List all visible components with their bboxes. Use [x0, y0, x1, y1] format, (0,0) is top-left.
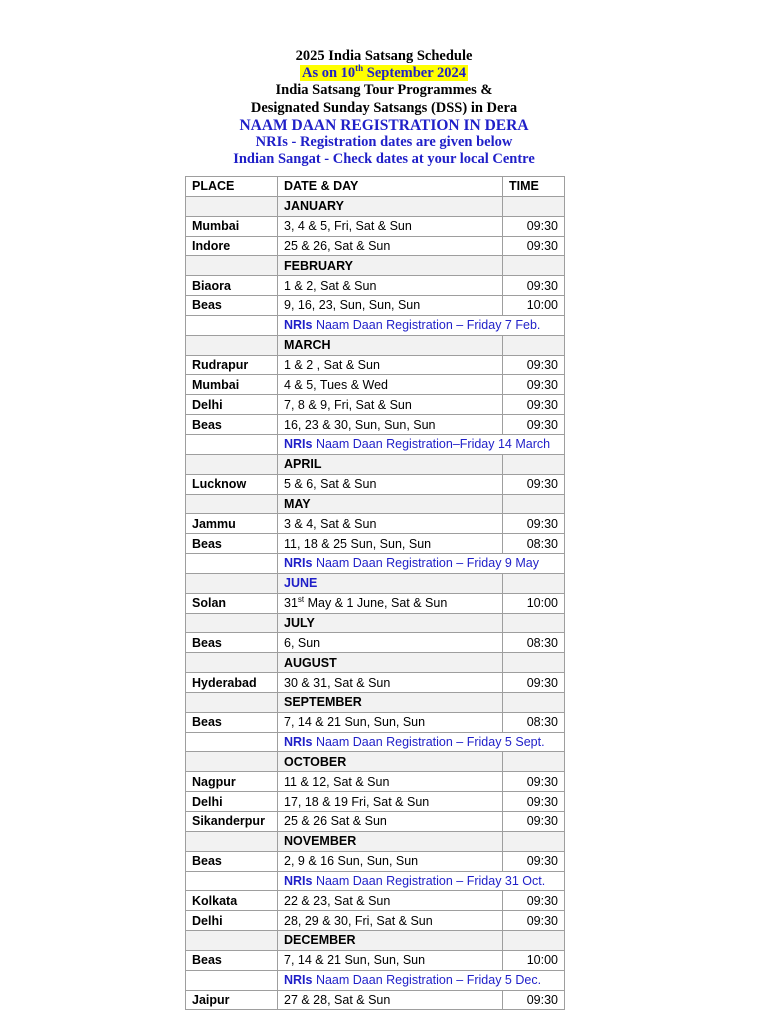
- time-cell: 09:30: [503, 990, 565, 1010]
- nri-registration-row: [186, 732, 565, 752]
- satsang-row: [186, 296, 565, 316]
- nri-label: NRIs: [284, 556, 313, 571]
- date-cell: 1 & 2 , Sat & Sun: [278, 355, 503, 375]
- place-cell: Lucknow: [186, 474, 278, 494]
- month-place-empty: [186, 256, 278, 276]
- month-label: JANUARY: [278, 196, 503, 216]
- satsang-row: [186, 415, 565, 435]
- nri-registration-row: [186, 434, 565, 454]
- time-cell: 09:30: [503, 891, 565, 911]
- month-row: [186, 256, 565, 276]
- nri-registration-text: [278, 732, 565, 752]
- date-cell: 3 & 4, Sat & Sun: [278, 514, 503, 534]
- month-label: SEPTEMBER: [278, 692, 503, 712]
- satsang-row: [186, 395, 565, 415]
- header-place: PLACE: [186, 177, 278, 197]
- schedule-table: [185, 176, 565, 1010]
- nri-label: NRIs: [284, 873, 313, 888]
- date-cell: 7, 14 & 21 Sun, Sun, Sun: [278, 950, 503, 970]
- month-place-empty: [186, 454, 278, 474]
- time-cell: 09:30: [503, 812, 565, 832]
- time-cell: 09:30: [503, 474, 565, 494]
- place-cell: Beas: [186, 712, 278, 732]
- place-cell: Jaipur: [186, 990, 278, 1010]
- date-cell: 25 & 26, Sat & Sun: [278, 236, 503, 256]
- satsang-row: [186, 911, 565, 931]
- month-time-empty: [503, 256, 565, 276]
- nri-label: NRIs: [284, 735, 313, 750]
- schedule-title: 2025 India Satsang Schedule: [295, 48, 473, 64]
- header-date: DATE & DAY: [278, 177, 503, 197]
- place-cell: Delhi: [186, 792, 278, 812]
- time-cell: 10:00: [503, 593, 565, 613]
- place-cell: Beas: [186, 633, 278, 653]
- place-cell: Delhi: [186, 395, 278, 415]
- subtitle-line-1: India Satsang Tour Programmes &: [275, 82, 493, 99]
- month-label: AUGUST: [278, 653, 503, 673]
- satsang-row: [186, 633, 565, 653]
- place-cell: Sikanderpur: [186, 812, 278, 832]
- date-cell: 22 & 23, Sat & Sun: [278, 891, 503, 911]
- date-cell: 6, Sun: [278, 633, 503, 653]
- month-place-empty: [186, 931, 278, 951]
- month-label: MAY: [278, 494, 503, 514]
- time-cell: 09:30: [503, 851, 565, 871]
- month-label: APRIL: [278, 454, 503, 474]
- nri-note: NRIs - Registration dates are given below: [255, 134, 513, 151]
- nri-place-empty: [186, 732, 278, 752]
- month-row: [186, 573, 565, 593]
- date-cell: 16, 23 & 30, Sun, Sun, Sun: [278, 415, 503, 435]
- month-label: MARCH: [278, 335, 503, 355]
- place-cell: Beas: [186, 415, 278, 435]
- satsang-row: [186, 474, 565, 494]
- time-cell: 09:30: [503, 355, 565, 375]
- nri-registration-row: [186, 554, 565, 574]
- nri-place-empty: [186, 315, 278, 335]
- time-cell: 08:30: [503, 534, 565, 554]
- month-row: [186, 613, 565, 633]
- nri-registration-row: [186, 871, 565, 891]
- satsang-row: [186, 772, 565, 792]
- month-label: JUNE: [278, 573, 503, 593]
- month-time-empty: [503, 494, 565, 514]
- date-cell: 28, 29 & 30, Fri, Sat & Sun: [278, 911, 503, 931]
- month-row: [186, 494, 565, 514]
- place-cell: Hyderabad: [186, 673, 278, 693]
- date-cell: 7, 14 & 21 Sun, Sun, Sun: [278, 712, 503, 732]
- time-cell: 09:30: [503, 415, 565, 435]
- month-time-empty: [503, 196, 565, 216]
- month-time-empty: [503, 831, 565, 851]
- time-cell: 09:30: [503, 772, 565, 792]
- month-label: NOVEMBER: [278, 831, 503, 851]
- subtitle-line-2: Designated Sunday Satsangs (DSS) in Dera: [250, 99, 518, 116]
- date-cell: 25 & 26 Sat & Sun: [278, 812, 503, 832]
- nri-registration-text: [278, 315, 565, 335]
- date-pre: 31: [284, 596, 298, 611]
- time-cell: 10:00: [503, 296, 565, 316]
- time-cell: 08:30: [503, 712, 565, 732]
- as-on-ordinal: th: [355, 63, 364, 74]
- time-cell: 09:30: [503, 514, 565, 534]
- satsang-row: [186, 812, 565, 832]
- month-row: [186, 454, 565, 474]
- time-cell: 08:30: [503, 633, 565, 653]
- satsang-row: [186, 236, 565, 256]
- time-cell: 09:30: [503, 276, 565, 296]
- date-cell: 11, 18 & 25 Sun, Sun, Sun: [278, 534, 503, 554]
- month-time-empty: [503, 613, 565, 633]
- place-cell: Biaora: [186, 276, 278, 296]
- nri-registration-row: [186, 970, 565, 990]
- nri-registration-date: Naam Daan Registration – Friday 7 Feb.: [312, 318, 541, 333]
- month-label: DECEMBER: [278, 931, 503, 951]
- month-row: [186, 196, 565, 216]
- time-cell: 09:30: [503, 375, 565, 395]
- nri-registration-date: Naam Daan Registration – Friday 9 May: [312, 556, 539, 571]
- as-on-suffix: September 2024: [363, 65, 467, 82]
- satsang-row: [186, 276, 565, 296]
- month-place-empty: [186, 752, 278, 772]
- month-row: [186, 692, 565, 712]
- month-label: JULY: [278, 613, 503, 633]
- nri-label: NRIs: [284, 437, 313, 452]
- month-row: [186, 335, 565, 355]
- time-cell: 09:30: [503, 395, 565, 415]
- month-place-empty: [186, 494, 278, 514]
- date-cell: 5 & 6, Sat & Sun: [278, 474, 503, 494]
- nri-label: NRIs: [284, 973, 313, 988]
- satsang-row: [186, 990, 565, 1010]
- satsang-row: [186, 673, 565, 693]
- date-cell: 27 & 28, Sat & Sun: [278, 990, 503, 1010]
- month-time-empty: [503, 573, 565, 593]
- nri-registration-date: Naam Daan Registration–Friday 14 March: [312, 437, 551, 452]
- date-cell: [278, 593, 503, 613]
- month-place-empty: [186, 692, 278, 712]
- date-cell: 17, 18 & 19 Fri, Sat & Sun: [278, 792, 503, 812]
- month-time-empty: [503, 692, 565, 712]
- month-time-empty: [503, 752, 565, 772]
- place-cell: Mumbai: [186, 216, 278, 236]
- month-time-empty: [503, 653, 565, 673]
- date-cell: 2, 9 & 16 Sun, Sun, Sun: [278, 851, 503, 871]
- nri-registration-row: [186, 315, 565, 335]
- month-place-empty: [186, 335, 278, 355]
- nri-registration-date: Naam Daan Registration – Friday 31 Oct.: [312, 873, 546, 888]
- nri-place-empty: [186, 434, 278, 454]
- month-time-empty: [503, 454, 565, 474]
- month-place-empty: [186, 831, 278, 851]
- month-row: [186, 752, 565, 772]
- nri-registration-date: Naam Daan Registration – Friday 5 Dec.: [312, 973, 542, 988]
- nri-registration-text: [278, 434, 565, 454]
- satsang-row: [186, 712, 565, 732]
- satsang-row: [186, 891, 565, 911]
- table-header-row: [186, 177, 565, 197]
- date-cell: 4 & 5, Tues & Wed: [278, 375, 503, 395]
- document-header: [0, 48, 768, 168]
- as-on-prefix: As on 10: [301, 65, 356, 82]
- satsang-row: [186, 375, 565, 395]
- month-place-empty: [186, 613, 278, 633]
- month-label: OCTOBER: [278, 752, 503, 772]
- place-cell: Beas: [186, 296, 278, 316]
- nri-registration-date: Naam Daan Registration – Friday 5 Sept.: [312, 735, 545, 750]
- month-place-empty: [186, 573, 278, 593]
- place-cell: Beas: [186, 851, 278, 871]
- as-on-date-line: [0, 65, 768, 82]
- satsang-row: [186, 792, 565, 812]
- satsang-row: [186, 514, 565, 534]
- date-cell: 11 & 12, Sat & Sun: [278, 772, 503, 792]
- nri-label: NRIs: [284, 318, 313, 333]
- date-ordinal: st: [297, 594, 305, 604]
- month-time-empty: [503, 335, 565, 355]
- month-label: FEBRUARY: [278, 256, 503, 276]
- date-cell: 3, 4 & 5, Fri, Sat & Sun: [278, 216, 503, 236]
- satsang-row: [186, 355, 565, 375]
- satsang-row: [186, 534, 565, 554]
- nri-registration-text: [278, 554, 565, 574]
- naam-daan-heading: NAAM DAAN REGISTRATION IN DERA: [239, 116, 529, 134]
- place-cell: Beas: [186, 534, 278, 554]
- place-cell: Jammu: [186, 514, 278, 534]
- nri-registration-text: [278, 970, 565, 990]
- satsang-row: [186, 851, 565, 871]
- satsang-row: [186, 950, 565, 970]
- time-cell: 09:30: [503, 673, 565, 693]
- place-cell: Rudrapur: [186, 355, 278, 375]
- place-cell: Nagpur: [186, 772, 278, 792]
- nri-place-empty: [186, 970, 278, 990]
- satsang-row: [186, 216, 565, 236]
- place-cell: Kolkata: [186, 891, 278, 911]
- place-cell: Delhi: [186, 911, 278, 931]
- date-post: May & 1 June, Sat & Sun: [304, 596, 448, 611]
- nri-place-empty: [186, 871, 278, 891]
- time-cell: 09:30: [503, 792, 565, 812]
- date-cell: 1 & 2, Sat & Sun: [278, 276, 503, 296]
- date-cell: 9, 16, 23, Sun, Sun, Sun: [278, 296, 503, 316]
- month-row: [186, 831, 565, 851]
- place-cell: Solan: [186, 593, 278, 613]
- time-cell: 10:00: [503, 950, 565, 970]
- nri-registration-text: [278, 871, 565, 891]
- month-row: [186, 653, 565, 673]
- satsang-row: [186, 593, 565, 613]
- place-cell: Indore: [186, 236, 278, 256]
- time-cell: 09:30: [503, 911, 565, 931]
- time-cell: 09:30: [503, 236, 565, 256]
- date-cell: 7, 8 & 9, Fri, Sat & Sun: [278, 395, 503, 415]
- place-cell: Beas: [186, 950, 278, 970]
- place-cell: Mumbai: [186, 375, 278, 395]
- month-time-empty: [503, 931, 565, 951]
- time-cell: 09:30: [503, 216, 565, 236]
- date-cell: 30 & 31, Sat & Sun: [278, 673, 503, 693]
- month-place-empty: [186, 653, 278, 673]
- nri-place-empty: [186, 554, 278, 574]
- month-row: [186, 931, 565, 951]
- as-on-date-highlight: [300, 65, 468, 81]
- indian-sangat-note: Indian Sangat - Check dates at your local Centre: [233, 151, 535, 168]
- month-place-empty: [186, 196, 278, 216]
- header-time: TIME: [503, 177, 565, 197]
